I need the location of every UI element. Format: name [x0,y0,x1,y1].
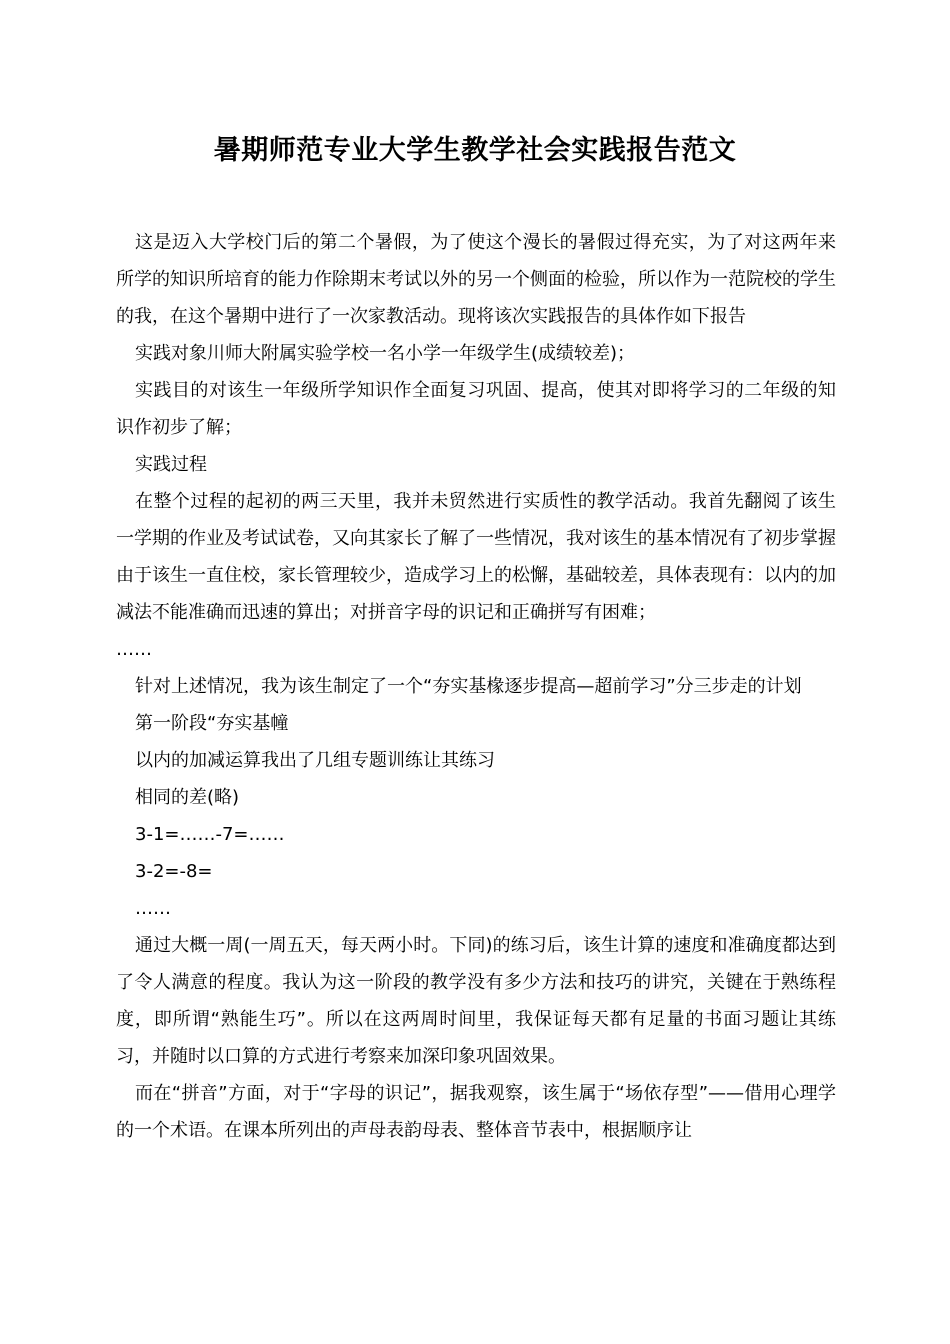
paragraph-practice-goal: 实践目的对该生一年级所学知识作全面复习巩固、提高，使其对即将学习的二年级的知识作初步了解； [116,380,836,438]
paragraph-ellipsis: …… [116,639,152,660]
paragraph-exercise-line-1: 3-1=……-7=…… [135,824,285,845]
paragraph-practice-process-heading: 实践过程 [135,454,207,475]
paragraph-same-difference: 相同的差(略) [135,787,240,808]
document-body [116,224,836,1149]
paragraph-ellipsis-2: …… [135,898,171,919]
paragraph-initial-assessment: 在整个过程的起初的两三天里，我并未贸然进行实质性的教学活动。我首先翻阅了该生一学期的作业及考试试卷，又向其家长了解了一些情况，我对该生的基本情况有了初步掌握由于该生一直住校，家长管理较少，造成学习上的松懈，基础较差，具体表现有：以内的加减法不能准确而迅速的算出；对拼音字母的识记和正确拼写有困难； [116,491,836,623]
paragraph-intro: 这是迈入大学校门后的第二个暑假，为了使这个漫长的暑假过得充实，为了对这两年来所学的知识所培育的能力作除期末考试以外的另一个侧面的检验，所以作为一范院校的学生的我，在这个暑期中进行了一次家教活动。现将该次实践报告的具体作如下报告 [116,232,836,327]
paragraph-addition-training: 以内的加减运算我出了几组专题训练让其练习 [135,750,495,771]
document-title: 暑期师范专业大学生教学社会实践报告范文 [213,135,737,166]
paragraph-practice-target: 实践对象川师大附属实验学校一名小学一年级学生(成绩较差)； [135,343,636,364]
paragraph-pinyin: 而在“拼音”方面，对于“字母的识记”，据我观察，该生属于“场依存型”——借用心理学的一个术语。在课本所列出的声母表韵母表、整体音节表中，根据顺序让 [116,1083,836,1141]
paragraph-plan: 针对上述情况，我为该生制定了一个“夯实基椽逐步提高—超前学习”分三步走的计划 [135,676,802,697]
paragraph-stage-one: 第一阶段“夯实基幢 [135,713,289,734]
paragraph-results: 通过大概一周(一周五天，每天两小时。下同)的练习后，该生计算的速度和准确度都达到了令人满意的程度。我认为这一阶段的教学没有多少方法和技巧的讲究，关键在于熟练程度，即所谓“熟能生巧”。所以在这两周时间里，我保证每天都有足量的书面习题让其练习，并随时以口算的方式进行考察来加深印象巩固效果。 [116,935,836,1067]
paragraph-exercise-line-2: 3-2=-8= [135,861,213,882]
